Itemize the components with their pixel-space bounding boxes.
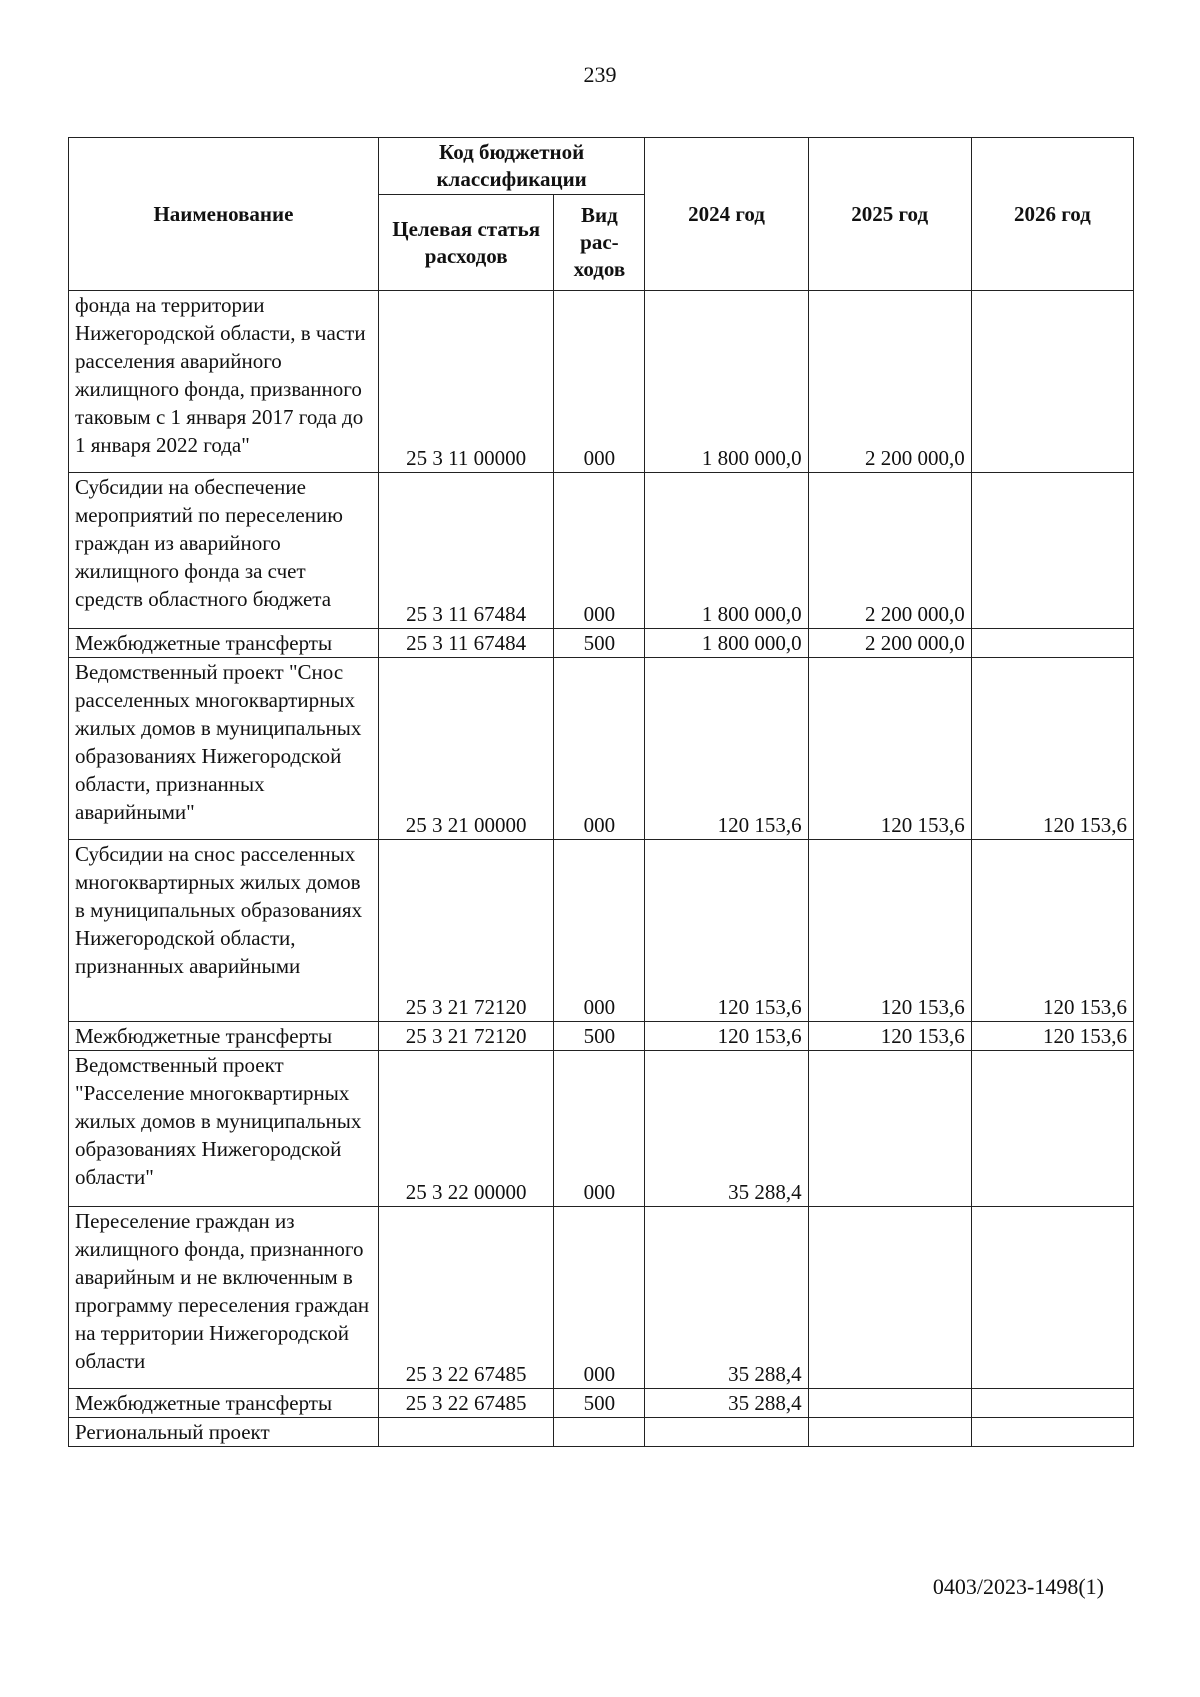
table-row [69, 658, 1134, 840]
row-amount-2024: 120 153,6 [645, 1022, 808, 1051]
header-target-article: Целевая статья расходов [378, 195, 554, 291]
row-amount-2025 [808, 1418, 971, 1447]
row-amount-2024: 1 800 000,0 [645, 291, 808, 473]
row-amount-2026 [971, 1389, 1133, 1418]
header-expense-type: Вид рас-ходов [554, 195, 645, 291]
row-expense-type: 000 [554, 840, 645, 1022]
row-target-article: 25 3 11 67484 [378, 473, 554, 629]
row-amount-2025: 120 153,6 [808, 840, 971, 1022]
row-target-article: 25 3 22 67485 [378, 1207, 554, 1389]
row-expense-type: 000 [554, 473, 645, 629]
header-2024: 2024 год [645, 138, 808, 291]
row-name: Межбюджетные трансферты [69, 1022, 379, 1051]
row-amount-2025: 2 200 000,0 [808, 629, 971, 658]
row-target-article [378, 1418, 554, 1447]
row-amount-2026: 120 153,6 [971, 1022, 1133, 1051]
table-row [69, 291, 1134, 473]
row-amount-2024: 120 153,6 [645, 840, 808, 1022]
row-target-article: 25 3 22 67485 [378, 1389, 554, 1418]
header-classification: Код бюджетной классификации [378, 138, 645, 195]
page-number: 239 [583, 62, 617, 87]
table-row [69, 1389, 1134, 1418]
row-amount-2026: 120 153,6 [971, 840, 1133, 1022]
row-target-article: 25 3 11 00000 [378, 291, 554, 473]
row-expense-type: 500 [554, 1389, 645, 1418]
row-expense-type: 000 [554, 1207, 645, 1389]
row-name: Субсидии на снос расселенных многоквартирных жилых домов в муниципальных образованиях Нижегородской области, признанных аварийными [69, 840, 379, 1022]
header-name: Наименование [69, 138, 379, 291]
table-row [69, 1418, 1134, 1447]
table-row [69, 1051, 1134, 1207]
row-name: Ведомственный проект "Расселение многоквартирных жилых домов в муниципальных образованиях Нижегородской области" [69, 1051, 379, 1207]
table-row [69, 1022, 1134, 1051]
row-amount-2026 [971, 473, 1133, 629]
row-expense-type: 000 [554, 291, 645, 473]
row-amount-2026: 120 153,6 [971, 658, 1133, 840]
row-target-article: 25 3 21 00000 [378, 658, 554, 840]
row-name: Переселение граждан из жилищного фонда, признанного аварийным и не включенным в программу переселения граждан на территории Нижегородской области [69, 1207, 379, 1389]
row-amount-2026 [971, 1418, 1133, 1447]
row-amount-2024: 35 288,4 [645, 1207, 808, 1389]
row-amount-2025 [808, 1207, 971, 1389]
table-row [69, 1207, 1134, 1389]
row-target-article: 25 3 21 72120 [378, 840, 554, 1022]
row-amount-2025 [808, 1051, 971, 1207]
row-amount-2026 [971, 1207, 1133, 1389]
row-target-article: 25 3 11 67484 [378, 629, 554, 658]
row-amount-2025: 120 153,6 [808, 1022, 971, 1051]
row-amount-2024 [645, 1418, 808, 1447]
row-amount-2024: 1 800 000,0 [645, 473, 808, 629]
row-expense-type: 500 [554, 1022, 645, 1051]
row-expense-type: 500 [554, 629, 645, 658]
row-amount-2024: 35 288,4 [645, 1051, 808, 1207]
row-target-article: 25 3 22 00000 [378, 1051, 554, 1207]
budget-table [68, 137, 1134, 1447]
table-header [69, 138, 1134, 291]
row-name: Региональный проект [69, 1418, 379, 1447]
header-2025: 2025 год [808, 138, 971, 291]
row-amount-2026 [971, 291, 1133, 473]
table-row [69, 629, 1134, 658]
row-expense-type: 000 [554, 658, 645, 840]
row-expense-type: 000 [554, 1051, 645, 1207]
row-amount-2025 [808, 1389, 971, 1418]
table-row [69, 473, 1134, 629]
row-amount-2024: 35 288,4 [645, 1389, 808, 1418]
row-amount-2025: 2 200 000,0 [808, 473, 971, 629]
row-target-article: 25 3 21 72120 [378, 1022, 554, 1051]
row-amount-2024: 120 153,6 [645, 658, 808, 840]
row-name: фонда на территории Нижегородской области, в части расселения аварийного жилищного фонда, призванного таковым с 1 января 2017 года до 1 января 2022 года" [69, 291, 379, 473]
table-body [69, 291, 1134, 1447]
header-2026: 2026 год [971, 138, 1133, 291]
row-name: Ведомственный проект "Снос расселенных многоквартирных жилых домов в муниципальных образованиях Нижегородской области, признанных аварийными" [69, 658, 379, 840]
row-amount-2025: 120 153,6 [808, 658, 971, 840]
row-name: Межбюджетные трансферты [69, 1389, 379, 1418]
row-name: Межбюджетные трансферты [69, 629, 379, 658]
row-amount-2026 [971, 1051, 1133, 1207]
row-amount-2025: 2 200 000,0 [808, 291, 971, 473]
table-row [69, 840, 1134, 1022]
document-code: 0403/2023-1498(1) [932, 1574, 1104, 1599]
row-amount-2024: 1 800 000,0 [645, 629, 808, 658]
row-name: Субсидии на обеспечение мероприятий по переселению граждан из аварийного жилищного фонда за счет средств областного бюджета [69, 473, 379, 629]
row-amount-2026 [971, 629, 1133, 658]
row-expense-type [554, 1418, 645, 1447]
